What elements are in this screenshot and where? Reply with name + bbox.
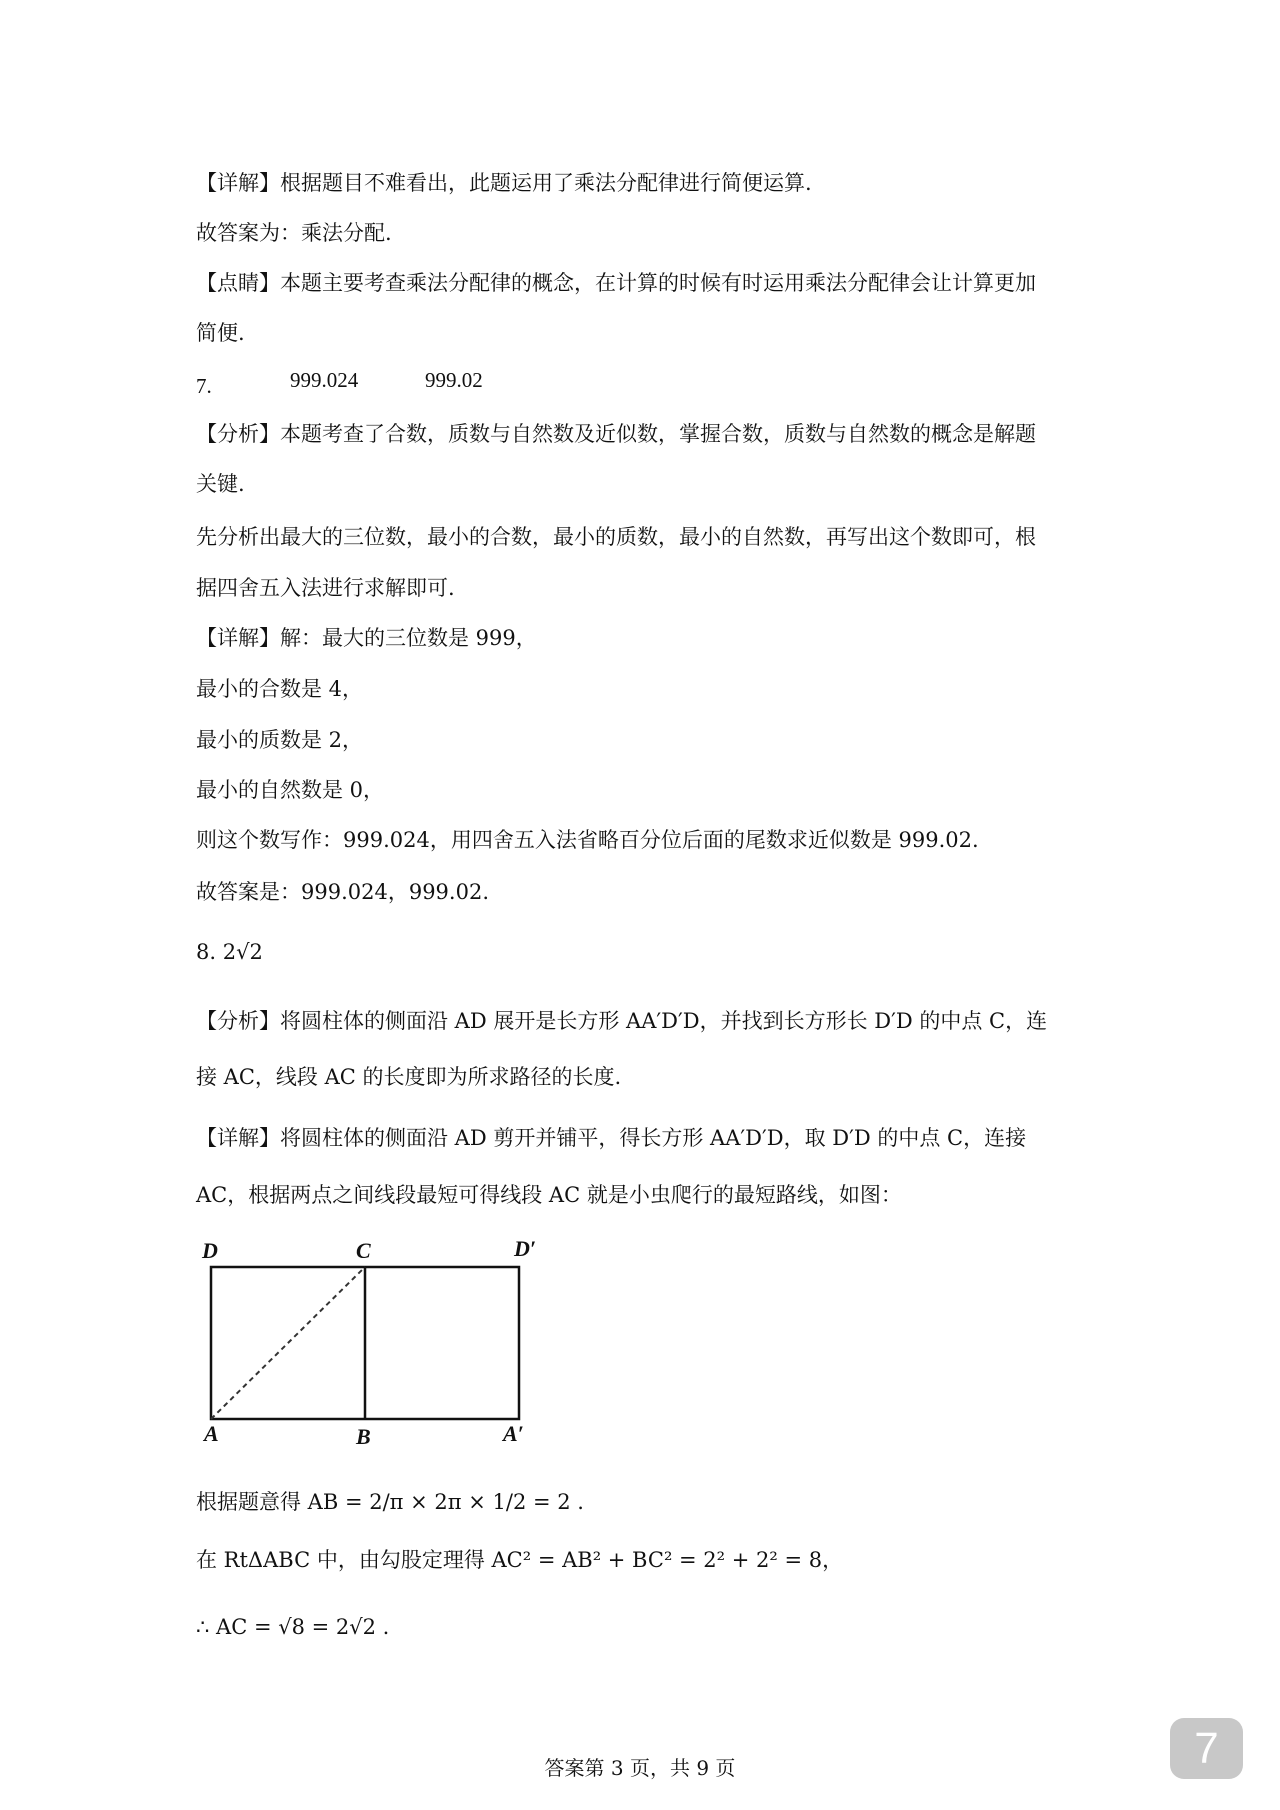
label-a-prime: A′ [503, 1421, 524, 1446]
text-line: 【详解】根据题目不难看出，此题运用了乘法分配律进行简便运算. [196, 171, 812, 195]
text-line: 【点睛】本题主要考查乘法分配律的概念，在计算的时候有时运用乘法分配律会让计算更加 [196, 271, 1036, 295]
page-number-badge: 7 [1170, 1718, 1243, 1779]
text-line: 【分析】将圆柱体的侧面沿 AD 展开是长方形 AA′D′D，并找到长方形长 D′D 的中点 C，连 [196, 1009, 1048, 1033]
text-line: 据四舍五入法进行求解即可. [196, 576, 455, 600]
formula-pythagoras: 在 RtΔABC 中，由勾股定理得 AC² = AB² + BC² = 2² + 2² = 8， [196, 1548, 844, 1572]
formula-ac: ∴ AC = √8 = 2√2 . [196, 1615, 390, 1639]
text-line: 最小的质数是 2， [196, 728, 364, 752]
text-line: 故答案为：乘法分配. [196, 221, 392, 245]
text-line: 【详解】解：最大的三位数是 999， [196, 626, 537, 650]
text-line: 简便. [196, 321, 245, 345]
text-line: 最小的自然数是 0， [196, 778, 385, 802]
segment-ac-dashed [211, 1267, 365, 1419]
answer-2: 999.02 [425, 368, 483, 392]
label-b: B [356, 1424, 371, 1449]
text-line: 故答案是：999.024，999.02. [196, 880, 489, 904]
label-d: D [202, 1238, 218, 1263]
label-a: A [204, 1421, 219, 1446]
text-line: 先分析出最大的三位数，最小的合数，最小的质数，最小的自然数，再写出这个数即可，根 [196, 525, 1036, 549]
label-c: C [356, 1238, 371, 1263]
text-line: 【分析】本题考查了合数，质数与自然数及近似数，掌握合数，质数与自然数的概念是解题 [196, 422, 1036, 446]
question-number: 7. [196, 374, 212, 398]
question-8-answer: 8. 2√2 [196, 940, 263, 964]
answer-1: 999.024 [290, 368, 359, 392]
formula-ab: 根据题意得 AB = 2/π × 2π × 1/2 = 2 . [196, 1490, 584, 1514]
label-d-prime: D′ [514, 1236, 537, 1261]
text-line: 则这个数写作：999.024，用四舍五入法省略百分位后面的尾数求近似数是 999.02. [196, 828, 979, 852]
text-line: 【详解】将圆柱体的侧面沿 AD 剪开并铺平，得长方形 AA′D′D，取 D′D 的中点 C，连接 [196, 1126, 1027, 1150]
text-line: 接 AC，线段 AC 的长度即为所求路径的长度. [196, 1065, 622, 1089]
text-line: 最小的合数是 4， [196, 677, 364, 701]
text-line: AC，根据两点之间线段最短可得线段 AC 就是小虫爬行的最短路线，如图： [196, 1183, 902, 1207]
text-line: 关键. [196, 472, 245, 496]
page-footer: 答案第 3 页，共 9 页 [544, 1756, 736, 1780]
